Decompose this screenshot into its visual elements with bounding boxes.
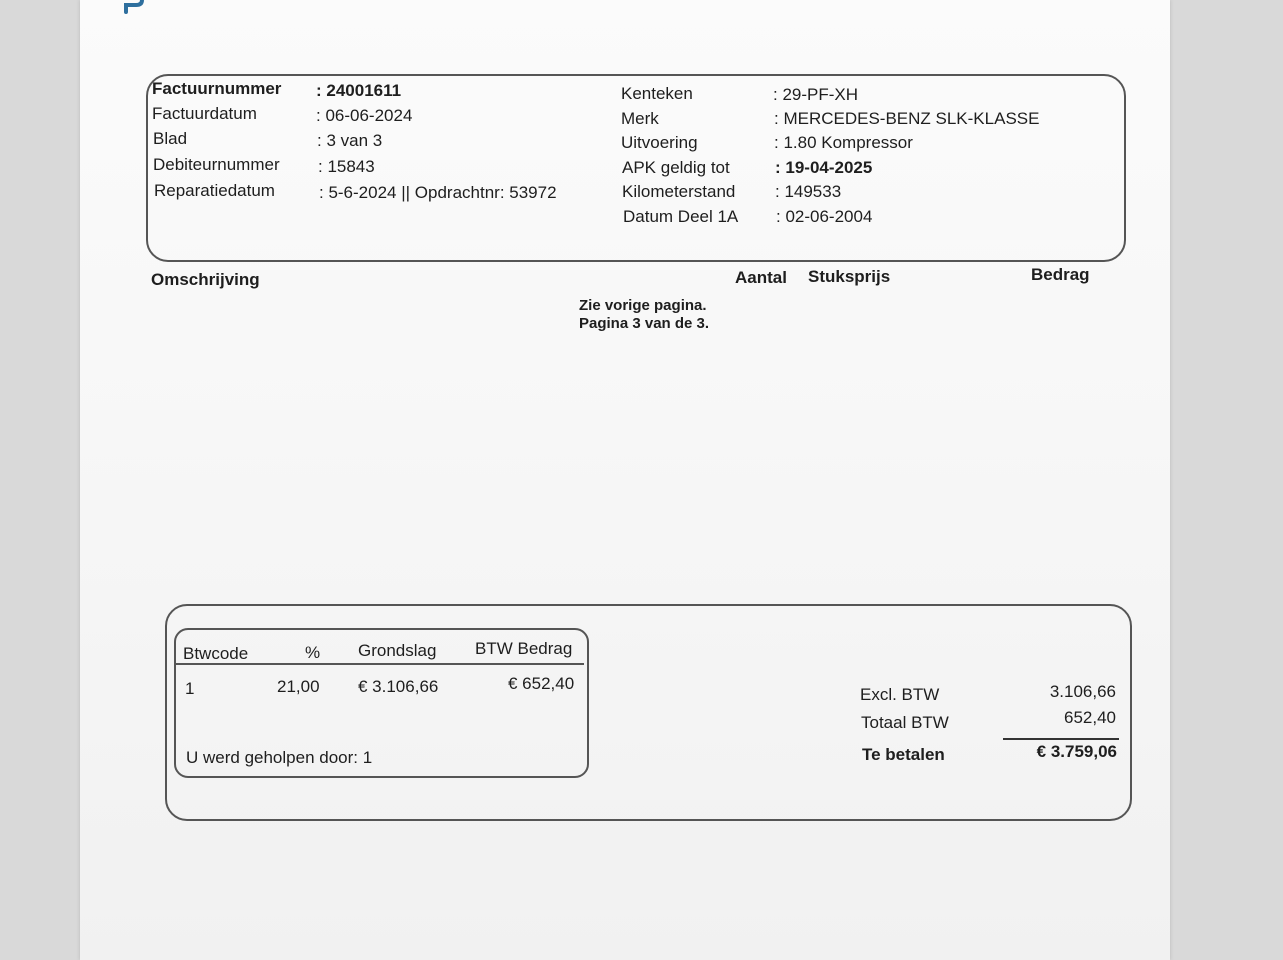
version-label: Uitvoering [621,133,698,152]
vat-row-percent: 21,00 [277,677,320,696]
license-plate-label: Kenteken [621,84,693,103]
apk-valid-until-value: : 19-04-2025 [775,158,873,177]
invoice-number-label: Factuurnummer [152,79,282,98]
sheet-label: Blad [153,129,188,148]
invoice-date-value: : 06-06-2024 [316,106,413,125]
column-description: Omschrijving [151,270,260,289]
total-vat-label: Totaal BTW [861,713,949,732]
repair-date-label: Reparatiedatum [154,181,275,200]
excl-vat-label: Excl. BTW [860,685,940,704]
vat-header-amount: BTW Bedrag [475,639,573,658]
vat-row-base: € 3.106,66 [358,677,439,696]
debtor-number-value: : 15843 [318,157,375,176]
apk-valid-until-label: APK geldig tot [622,158,730,177]
brand-label: Merk [621,109,659,128]
vat-row-amount: € 652,40 [508,674,575,693]
brand-value: : MERCEDES-BENZ SLK-KLASSE [774,109,1040,128]
column-unit-price: Stuksprijs [808,267,891,286]
helped-by-text: U werd geholpen door: 1 [186,748,373,767]
see-previous-page-text: Zie vorige pagina. [579,297,707,314]
license-plate-value: : 29-PF-XH [773,85,859,104]
page-count-text: Pagina 3 van de 3. [579,315,710,332]
registration-date-value: : 02-06-2004 [776,207,873,226]
repair-date-value: : 5-6-2024 || Opdrachtnr: 53972 [319,183,557,202]
debtor-number-label: Debiteurnummer [153,155,280,174]
mileage-value: : 149533 [775,182,842,201]
amount-due-value: € 3.759,06 [1036,742,1117,761]
logo-fragment-icon [122,0,146,16]
column-quantity: Aantal [735,268,787,287]
column-amount: Bedrag [1031,265,1090,284]
totals-underline [1003,738,1119,740]
amount-due-label: Te betalen [862,745,945,764]
mileage-label: Kilometerstand [622,182,736,201]
vat-header-percent: % [305,643,321,662]
total-vat-value: 652,40 [1064,708,1116,727]
invoice-number-value: : 24001611 [316,81,402,100]
vat-header-base: Grondslag [358,641,437,660]
registration-date-label: Datum Deel 1A [623,207,739,226]
vat-header-code: Btwcode [183,644,249,663]
excl-vat-value: 3.106,66 [1049,682,1116,701]
sheet-value: : 3 van 3 [317,131,383,150]
invoice-date-label: Factuurdatum [152,104,257,123]
vat-row-code: 1 [185,679,195,698]
version-value: : 1.80 Kompressor [774,133,913,152]
